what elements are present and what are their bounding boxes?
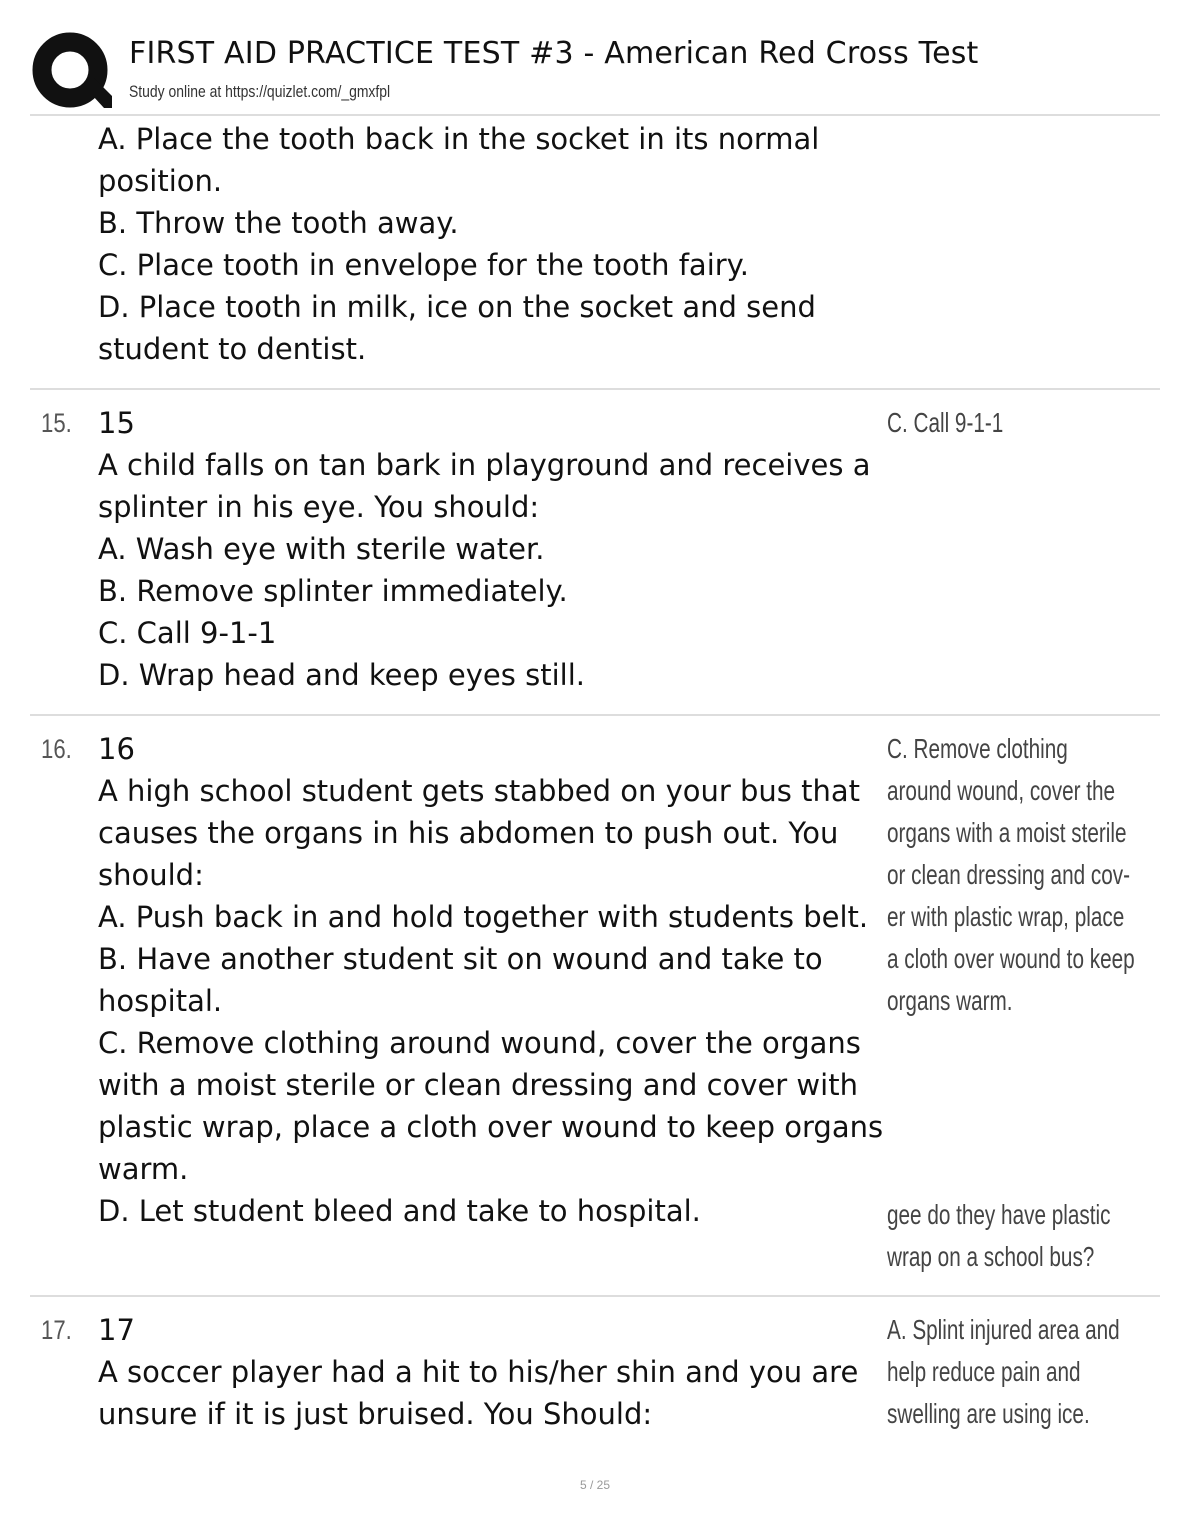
page-number: 5 / 25: [579, 1478, 611, 1492]
card-divider: [30, 714, 1160, 716]
question-line: plastic wrap, place a cloth over wound to keep organs: [98, 1110, 884, 1144]
question-line: B. Have another student sit on wound and take to: [98, 942, 823, 976]
card-number: 15.: [41, 408, 72, 438]
question-line: D. Place tooth in milk, ice on the socket and send: [98, 290, 816, 324]
note-line: gee do they have plastic: [887, 1199, 1111, 1230]
question-line: C. Remove clothing around wound, cover the organs: [98, 1026, 861, 1060]
continued-question-text: [98, 118, 888, 370]
question-line: A soccer player had a hit to his/her shin and you are: [98, 1355, 859, 1389]
question-line: C. Place tooth in envelope for the tooth fairy.: [98, 248, 749, 282]
question-line: 15: [98, 406, 135, 440]
question-line: B. Throw the tooth away.: [98, 206, 459, 240]
question-line: A high school student gets stabbed on your bus that: [98, 774, 861, 808]
quizlet-q-logo-icon: [32, 32, 112, 112]
question-line: D. Let student bleed and take to hospital.: [98, 1194, 701, 1228]
question-line: should:: [98, 858, 204, 892]
answer-text: [887, 728, 1135, 1022]
question-line: B. Remove splinter immediately.: [98, 574, 568, 608]
question-line: A. Push back in and hold together with students belt.: [98, 900, 869, 934]
note-line: wrap on a school bus?: [887, 1241, 1095, 1272]
answer-line: er with plastic wrap, place: [887, 901, 1125, 932]
question-text: [98, 402, 888, 696]
answer-line: C. Remove clothing: [887, 733, 1068, 764]
header-divider: [30, 114, 1160, 116]
card-number: 16.: [41, 734, 72, 764]
document-title: FIRST AID PRACTICE TEST #3 - American Red Cross Test: [129, 36, 979, 71]
answer-line: A. Splint injured area and: [887, 1314, 1120, 1345]
question-text: [98, 728, 888, 1232]
question-line: 17: [98, 1313, 135, 1347]
study-link-text[interactable]: Study online at https://quizlet.com/_gmxfpl: [129, 82, 391, 101]
answer-note: [887, 1194, 1109, 1278]
question-text: [98, 1309, 888, 1435]
question-line: unsure if it is just bruised. You Should:: [98, 1397, 653, 1431]
page-header: [0, 0, 1190, 116]
question-line: D. Wrap head and keep eyes still.: [98, 658, 585, 692]
answer-line: C. Call 9-1-1: [887, 407, 1004, 438]
answer-line: or clean dressing and cov-: [887, 859, 1131, 890]
answer-line: around wound, cover the: [887, 775, 1116, 806]
question-line: warm.: [98, 1152, 189, 1186]
question-line: with a moist sterile or clean dressing and cover with: [98, 1068, 858, 1102]
answer-line: organs warm.: [887, 985, 1013, 1016]
answer-text: [887, 1309, 1120, 1435]
question-line: A. Wash eye with sterile water.: [98, 532, 545, 566]
card-divider: [30, 1295, 1160, 1297]
question-line: causes the organs in his abdomen to push out. You: [98, 816, 839, 850]
answer-line: help reduce pain and: [887, 1356, 1081, 1387]
question-line: student to dentist.: [98, 332, 367, 366]
question-line: A. Place the tooth back in the socket in its normal: [98, 122, 820, 156]
question-line: 16: [98, 732, 135, 766]
answer-line: a cloth over wound to keep: [887, 943, 1135, 974]
question-line: splinter in his eye. You should:: [98, 490, 540, 524]
answer-line: swelling are using ice.: [887, 1398, 1090, 1429]
question-line: A child falls on tan bark in playground and receives a: [98, 448, 871, 482]
question-line: position.: [98, 164, 223, 198]
answer-text: [887, 402, 1109, 444]
card-divider: [30, 388, 1160, 390]
question-line: hospital.: [98, 984, 223, 1018]
question-line: C. Call 9-1-1: [98, 616, 277, 650]
answer-line: organs with a moist sterile: [887, 817, 1127, 848]
card-number: 17.: [41, 1315, 72, 1345]
